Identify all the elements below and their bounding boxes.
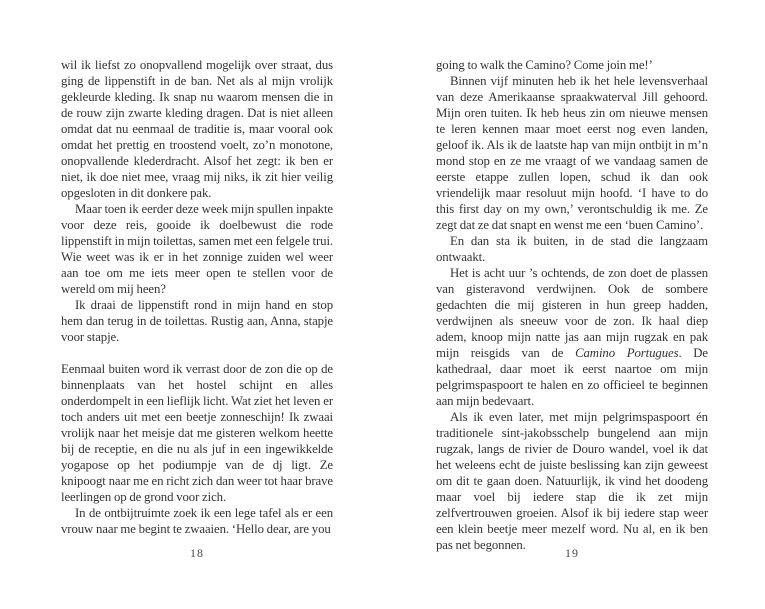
page-left: [61, 57, 333, 602]
paragraph-text: . De kathedraal, daar moet ik eerst naartoe om mijn pelgrimspaspoort te halen en zo officieel te beginnen aan mijn bedevaart.: [436, 346, 709, 408]
paragraph: Ik draai de lippenstift rond in mijn hand en stop hem dan terug in de toilettas. Rustig aan, Anna, stapje voor stapje.: [61, 298, 333, 344]
page-number-right: 19: [565, 546, 579, 560]
paragraph: wil ik liefst zo onopvallend mogelijk over straat, dus ging de lippenstift in de ban. Net als al mijn vrolijk gekleurde kleding. Ik snap nu waarom mensen die in de rouw zijn zwarte kleding dragen. Dat is niet alleen omdat dat nu eenmaal de traditie is, maar vooral ook omdat het prettig en troostend voelt, zo’n monotone, onopvallende klederdracht. Alsof het zegt: ik ben er niet, ik doe niet mee, vraag mij niks, ik zit hier veilig opgesloten in dit donkere pak.: [61, 58, 333, 200]
page-number-left: 18: [190, 546, 204, 560]
paragraph: Maar toen ik eerder deze week mijn spullen inpakte voor deze reis, gooide ik doelbewust die rode lippenstift in mijn toilettas, samen met een felgele trui. Wie weet was ik er in het zonnige zuiden wel weer aan toe om me iets meer open te stellen voor de wereld om mij heen?: [61, 202, 333, 296]
paragraph-text: Het is acht uur ’s ochtends, de zon doet de plassen van gisteravond verdwijnen. Ook de sombere gedachten die mij gisteren in hun greep hadden, verdwijnen als sneeuw voor de zon. Ik haal diep adem, knoop mijn natte jas aan mijn rugzak en pak mijn reisgids van de: [436, 266, 708, 360]
page-right: [436, 57, 708, 602]
paragraph: going to walk the Camino? Come join me!’: [436, 58, 653, 72]
text-column-right: [436, 57, 708, 553]
paragraph: Binnen vijf minuten heb ik het hele levensverhaal van deze Amerikaanse spraakwaterval Jill gehoord. Mijn oren tuiten. Ik heb heus zin om nieuwe mensen te leren kennen maar moet eerst nog even landen, geloof ik. Als ik de laatste hap van mijn ontbijt in m’n mond stop en ze me vraagt of we vandaag samen de eerste etappe zullen lopen, schud ik dan ook vriendelijk maar resoluut mijn hoofd. ‘I have to do this first day on my own,’ verontschuldig ik me. Ze zegt dat ze dat snapt en wenst me een ‘buen Camino’.: [436, 74, 708, 232]
text-column-left: [61, 57, 333, 537]
paragraph: Eenmaal buiten word ik verrast door de zon die op de binnenplaats van het hostel schijnt en alles onderdompelt in een lieflijk licht. Wat ziet het leven er toch anders uit met een beetje zonneschijn! Ik zwaai vrolijk naar het meisje dat me gisteren welkom heette bij de receptie, en die nu als juf in een ingewikkelde yogapose op het podiumpje van de dj ligt. Ze knipoogt naar me en richt zich dan weer tot haar brave leerlingen op de grond voor zich.: [61, 362, 333, 504]
paragraph: En dan sta ik buiten, in de stad die langzaam ontwaakt.: [436, 234, 708, 264]
book-title: Camino Portugues: [575, 346, 679, 360]
paragraph: [436, 265, 708, 409]
paragraph: Als ik even later, met mijn pelgrimspaspoort én traditionele sint-jakobsschelp bungelend aan mijn rugzak, langs de rivier de Douro wandel, voel ik dat het weleens echt de juiste beslissing kan zijn geweest om dit te gaan doen. Natuurlijk, ik vind het doodeng maar voel bij iedere stap die ik zet mijn zelfvertrouwen groeien. Alsof ik bij iedere stap weer een klein beetje meer mezelf word. Nu al, en ik ben pas net begonnen.: [436, 410, 708, 552]
paragraph: In de ontbijtruimte zoek ik een lege tafel als er een vrouw naar me begint te zwaaien. ‘Hello dear, are you: [61, 506, 333, 536]
